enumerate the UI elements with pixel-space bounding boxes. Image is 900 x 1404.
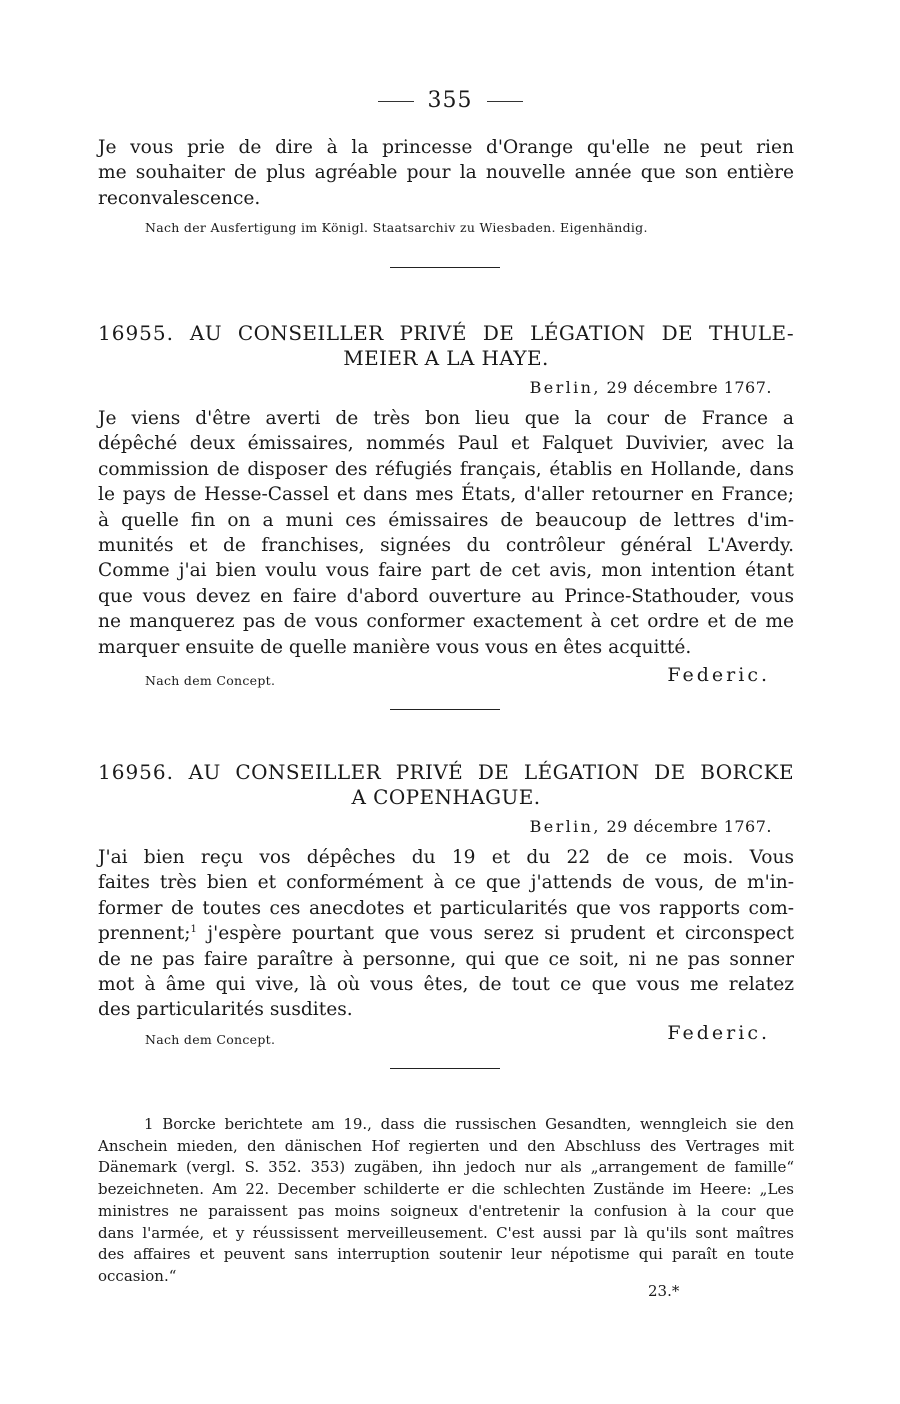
footnote-line: bezeichneten. Am 22. December schilderte er die schlechten Zustände im Heere: „Les <box>98 1180 794 1199</box>
heading-text: AU CONSEILLER PRIVÉ DE LÉGATION DE BORCKE <box>188 760 794 784</box>
letter-body-16955 <box>98 406 794 660</box>
body-line: mot à âme qui vive, là où vous êtes, de tout ce que vous me relatez <box>98 974 794 996</box>
body-line: Comme j'ai bien voulu vous faire part de cet avis, mon intention étant <box>98 560 794 582</box>
page-number-dash-left <box>378 101 414 102</box>
intro-source-note: Nach der Ausfertigung im Königl. Staatsarchiv zu Wiesbaden. Eigenhändig. <box>145 220 648 235</box>
footnote-line: ministres ne paraissent pas moins soigneux d'entretenir la confusion à la cour que <box>98 1201 794 1220</box>
letter-source-note: Nach dem Concept. <box>145 1032 276 1047</box>
letter-source-note: Nach dem Concept. <box>145 673 276 688</box>
letter-heading-16955 <box>98 321 794 371</box>
page-number <box>0 88 900 113</box>
body-line: Je viens d'être averti de très bon lieu que la cour de France a <box>98 408 794 429</box>
letter-number: 16956. <box>98 760 174 784</box>
heading-line-1 <box>98 321 794 346</box>
body-line: marquer ensuite de quelle manière vous vous en êtes acquitté. <box>98 636 692 658</box>
body-line: le pays de Hesse-Cassel et dans mes États, d'aller retourner en France; <box>98 484 794 506</box>
page-number-text: 355 <box>427 88 473 113</box>
heading-line-2: MEIER A LA HAYE. <box>343 346 549 370</box>
section-divider <box>390 1068 500 1069</box>
dateline-place: Berlin, <box>529 378 601 397</box>
footnote-line: occasion.“ <box>98 1266 177 1285</box>
intro-line: reconvalescence. <box>98 187 261 209</box>
dateline-date: 29 décembre 1767. <box>606 378 772 397</box>
dateline-16956 <box>530 817 772 836</box>
intro-line: Je vous prie de dire à la princesse d'Orange qu'elle ne peut rien <box>98 137 794 158</box>
footnote-line: 1 Borcke berichtete am 19., dass die russischen Gesandten, wenngleich sie den <box>144 1115 794 1133</box>
body-line: des particularités susdites. <box>98 999 353 1021</box>
body-line: de ne pas faire paraître à personne, qui que ce soit, ni ne pas sonner <box>98 948 794 970</box>
body-line: former de toutes ces anecdotes et particularités que vos rapports com- <box>98 897 794 919</box>
footnote-line: Dänemark (vergl. S. 352. 353) zugäben, ihn jedoch nur als „arrangement de famille“ <box>98 1158 794 1177</box>
footnote <box>98 1114 794 1288</box>
heading-line-1 <box>98 760 794 785</box>
letter-heading-16956 <box>98 760 794 810</box>
body-line-rest: j'espère pourtant que vous serez si prudent et circonspect <box>207 923 794 945</box>
page-number-dash-right <box>487 101 523 102</box>
heading-line-2: A COPENHAGUE. <box>351 785 541 809</box>
body-line: que vous devez en faire d'abord ouverture au Prince-Stathouder, vous <box>98 585 794 607</box>
body-line: ne manquerez pas de vous conformer exactement à cet ordre et de me <box>98 611 794 633</box>
body-line: J'ai bien reçu vos dépêches du 19 et du 22 de ce mois. Vous <box>98 847 794 868</box>
body-line-start: prennent; <box>98 923 191 945</box>
body-line: commission de disposer des réfugiés français, établis en Hollande, dans <box>98 458 794 480</box>
intro-line: me souhaiter de plus agréable pour la nouvelle année que son entière <box>98 162 794 184</box>
signature-mark: 23.* <box>648 1282 680 1300</box>
footnote-line: dans l'armée, et y réussissent merveilleusement. C'est aussi par là qu'ils sont maîtres <box>98 1223 794 1242</box>
intro-paragraph <box>98 135 794 211</box>
body-line: faites très bien et conformément à ce que j'attends de vous, de m'in- <box>98 872 794 894</box>
section-divider <box>390 267 500 268</box>
body-line: munités et de franchises, signées du contrôleur général L'Averdy. <box>98 535 794 557</box>
heading-text: AU CONSEILLER PRIVÉ DE LÉGATION DE THULE- <box>189 321 794 345</box>
footnote-marker: 1 <box>190 924 197 936</box>
letter-body-16956 <box>98 845 794 1023</box>
section-divider <box>390 709 500 710</box>
body-line: à quelle fin on a muni ces émissaires de beaucoup de lettres d'im- <box>98 509 794 531</box>
body-line <box>98 921 794 946</box>
footnote-line: Anschein mieden, den dänischen Hof regierten und den Abschluss des Vertrages mit <box>98 1136 794 1155</box>
body-line: dépêché deux émissaires, nommés Paul et Falquet Duvivier, avec la <box>98 433 794 455</box>
letter-number: 16955. <box>98 321 174 345</box>
signature-16956: Federic. <box>667 1022 770 1044</box>
signature-16955: Federic. <box>667 664 770 686</box>
dateline-place: Berlin, <box>529 817 601 836</box>
dateline-16955 <box>530 378 772 397</box>
footnote-line: des affaires et peuvent sans interruption soutenir leur népotisme qui paraît en toute <box>98 1245 794 1264</box>
dateline-date: 29 décembre 1767. <box>606 817 772 836</box>
